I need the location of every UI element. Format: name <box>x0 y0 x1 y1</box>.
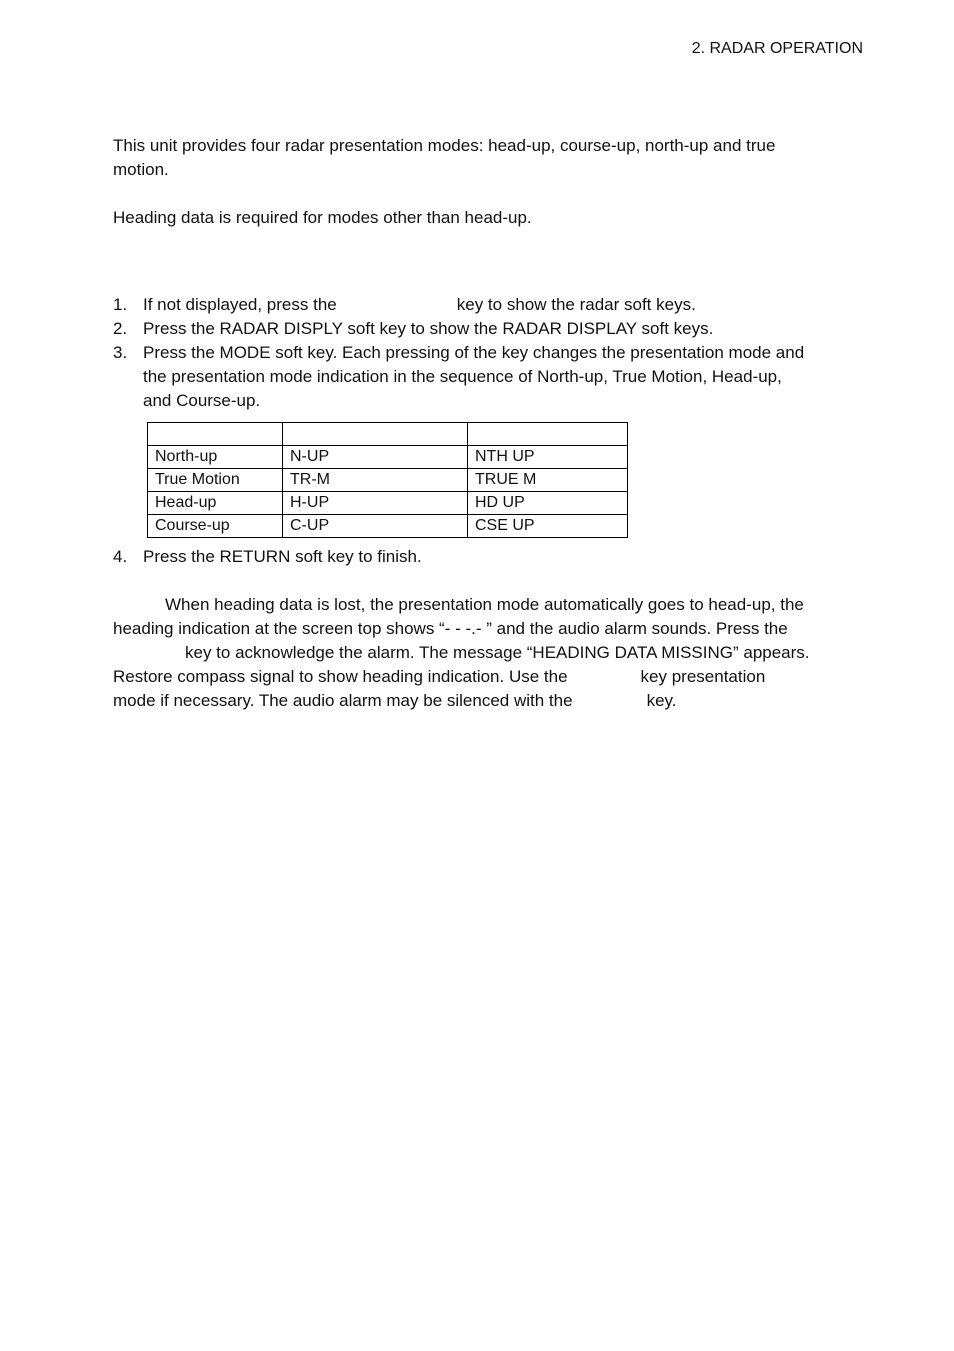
step-text: and Course-up. <box>143 391 261 410</box>
heading-loss-note <box>113 593 810 713</box>
table-cell: TR-M <box>283 469 468 492</box>
mode-table <box>147 422 628 538</box>
table-cell: True Motion <box>148 469 283 492</box>
step-text: If not displayed, press the <box>143 295 337 314</box>
step-number: 2. <box>113 319 128 338</box>
table-cell: H-UP <box>283 492 468 515</box>
table-header-cell <box>468 423 628 446</box>
table-cell: N-UP <box>283 446 468 469</box>
table-row <box>148 515 628 538</box>
step-text: the presentation mode indication in the sequence of North-up, True Motion, Head-up, <box>143 367 782 386</box>
note-line: mode if necessary. The audio alarm may be silenced with the key. <box>113 691 677 710</box>
table-cell: North-up <box>148 446 283 469</box>
table-cell: Head-up <box>148 492 283 515</box>
list-item <box>113 545 873 569</box>
procedure-list-continued <box>113 545 873 569</box>
list-item <box>113 317 873 341</box>
table-cell: C-UP <box>283 515 468 538</box>
step-text: Press the RADAR DISPLY soft key to show the RADAR DISPLAY soft keys. <box>143 319 714 338</box>
table-cell: NTH UP <box>468 446 628 469</box>
note-line: heading indication at the screen top shows “- - -.- ” and the audio alarm sounds. Press the <box>113 619 788 638</box>
table-row <box>148 492 628 515</box>
table-row <box>148 469 628 492</box>
note-line: Restore compass signal to show heading indication. Use the key presentation <box>113 667 766 686</box>
running-header: 2. RADAR OPERATION <box>691 40 863 57</box>
step-number: 1. <box>113 295 128 314</box>
step-text: Press the MODE soft key. Each pressing of the key changes the presentation mode and <box>143 343 805 362</box>
table-cell: Course-up <box>148 515 283 538</box>
heading-data-note: Heading data is required for modes other than head-up. <box>113 208 532 227</box>
list-item <box>113 341 873 413</box>
intro-line-1: This unit provides four radar presentation modes: head-up, course-up, north-up and true <box>113 136 776 155</box>
list-item <box>113 293 873 317</box>
note-line: key to acknowledge the alarm. The message “HEADING DATA MISSING” appears. <box>185 643 810 662</box>
table-row <box>148 446 628 469</box>
table-header-cell <box>148 423 283 446</box>
table-cell: TRUE M <box>468 469 628 492</box>
table-cell: HD UP <box>468 492 628 515</box>
intro-line-2: motion. <box>113 160 169 179</box>
table-header-cell <box>283 423 468 446</box>
procedure-list <box>113 293 873 413</box>
intro-paragraph <box>113 134 775 182</box>
table-header-row <box>148 423 628 446</box>
table-cell: CSE UP <box>468 515 628 538</box>
step-number: 3. <box>113 343 128 362</box>
step-text: key to show the radar soft keys. <box>456 295 696 314</box>
note-line: When heading data is lost, the presentation mode automatically goes to head-up, the <box>165 595 804 614</box>
step-number: 4. <box>113 547 128 566</box>
step-text: Press the RETURN soft key to finish. <box>143 547 422 566</box>
